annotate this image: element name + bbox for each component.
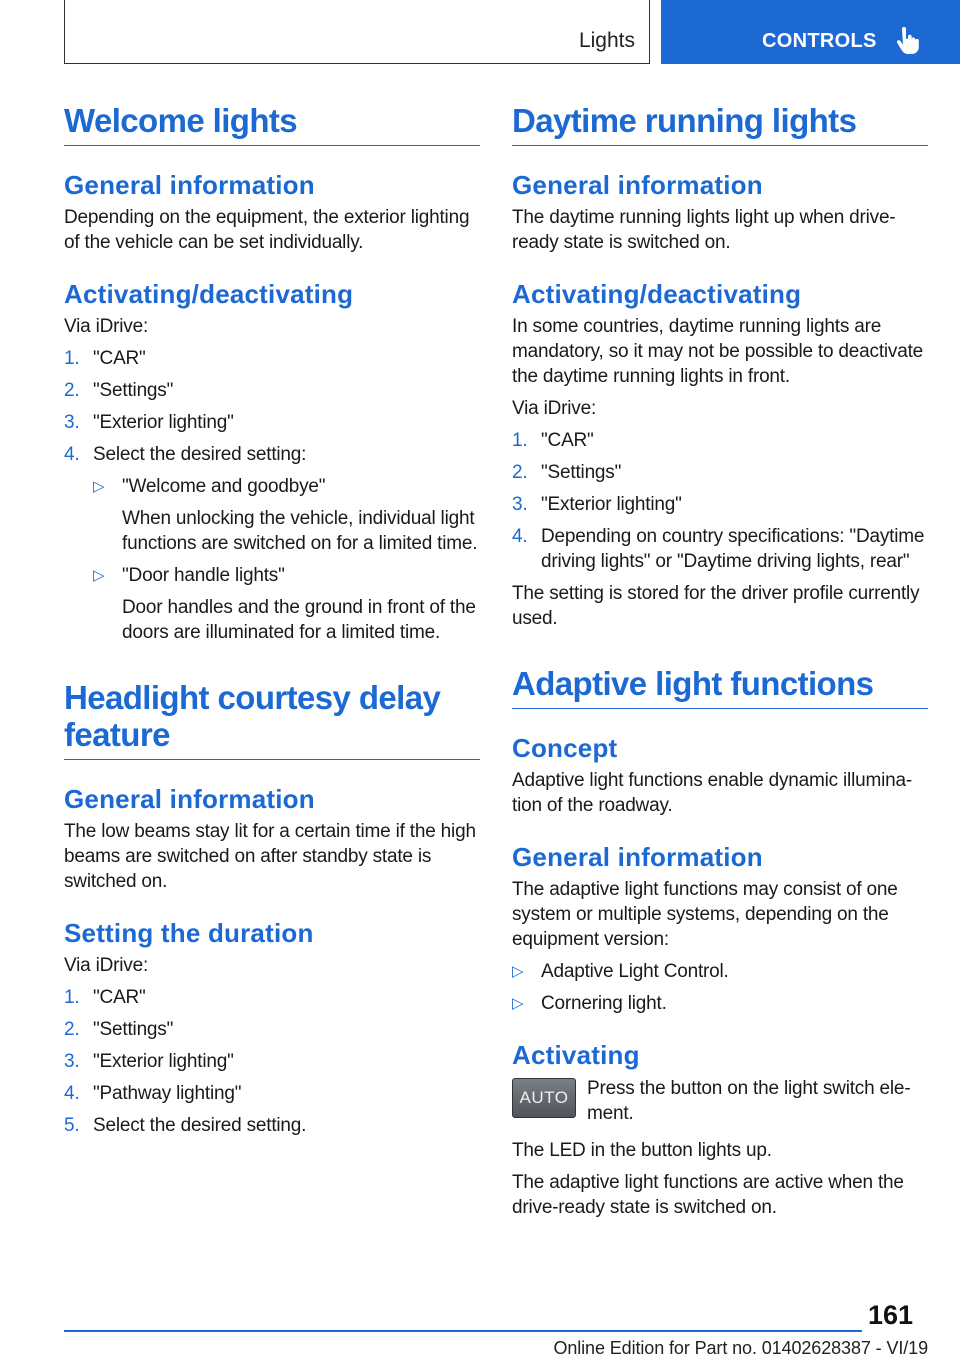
list-item: 4. "Pathway lighting" (64, 1083, 242, 1104)
list-item: 1. "CAR" (64, 348, 146, 369)
adaptive-systems-list (512, 959, 928, 1016)
courtesy-delay-title: Headlight courtesy delay feature (64, 679, 480, 760)
auto-button-row (512, 1070, 928, 1126)
duration-via-idrive: Via iDrive: (64, 955, 149, 976)
duration-heading: Setting the duration (64, 918, 314, 948)
header-chapter-title: CONTROLS (762, 30, 877, 52)
daytime-activating-heading: Activating/deactivating (512, 279, 802, 309)
daytime-steps-list (512, 428, 928, 574)
footer-divider (64, 1330, 862, 1332)
adaptive-general-heading: General information (512, 842, 763, 872)
list-item: 2. "Settings" (64, 380, 174, 401)
courtesy-general-text: The low beams stay lit for a certain time if the high beams are switched on after standby state is switched on. (64, 821, 476, 892)
list-item: 2. "Settings" (512, 462, 622, 483)
auto-press-text: Press the button on the light switch element. (587, 1078, 911, 1124)
right-column (512, 102, 928, 1220)
welcome-general-heading: General information (64, 170, 315, 200)
header-section-box (64, 0, 650, 64)
list-item: 2. "Settings" (64, 1019, 174, 1040)
duration-steps-list (64, 985, 480, 1138)
triangle-bullet-icon: ▷ (93, 478, 105, 495)
daytime-running-title: Daytime running lights (512, 102, 928, 146)
adaptive-general-text: The adaptive light functions may consist of one system or multiple systems, depending on the equipment version: (512, 879, 898, 950)
triangle-bullet-icon: ▷ (93, 567, 105, 584)
header-section-title: Lights (578, 29, 635, 52)
footer-edition: Online Edition for Part no. 01402628387 - VI/19 (553, 1338, 928, 1358)
welcome-general-text: Depending on the equipment, the exterior lighting of the vehicle can be set individually. (64, 207, 470, 253)
daytime-activating-text: In some countries, daytime running lights are mandatory, so it may not be possible to deactivate the daytime running lights in front. (512, 316, 924, 387)
daytime-general-heading: General information (512, 170, 763, 200)
list-item: 4. Depending on country specifications: "Daytime driving lights" or "Daytime driving lights, rear" (512, 526, 925, 572)
adaptive-activating-heading: Activating (512, 1040, 640, 1070)
led-text: The LED in the button lights up. (512, 1140, 772, 1161)
auto-button-image: AUTO (512, 1078, 576, 1118)
list-item: ▷ "Welcome and goodbye" When unlocking the vehicle, individual light functions are switched on for a limited time. (93, 476, 478, 554)
list-item: 1. "CAR" (512, 430, 594, 451)
list-item: 3. "Exterior lighting" (64, 1051, 234, 1072)
pointing-hand-icon (894, 27, 920, 55)
courtesy-general-heading: General information (64, 784, 315, 814)
concept-heading: Concept (512, 733, 618, 763)
list-item: 4. Select the desired setting: ▷ "Welcome and goodbye" When unlocking the vehicle, individual light functions are switched on for a limited time. ▷ "Door handle lights" Door handles and the ground in front of the doors are illuminated for a limited time. (64, 442, 480, 645)
list-item: 5. Select the desired setting. (64, 1115, 307, 1136)
list-item: 1. "CAR" (64, 987, 146, 1008)
welcome-via-idrive: Via iDrive: (64, 316, 149, 337)
daytime-profile-note: The setting is stored for the driver profile currently used. (512, 583, 920, 629)
list-item: ▷ Adaptive Light Control. (512, 961, 729, 982)
list-item: ▷ Cornering light. (512, 993, 667, 1014)
triangle-bullet-icon: ▷ (512, 995, 524, 1012)
list-item: ▷ "Door handle lights" Door handles and the ground in front of the doors are illuminated for a limited time. (93, 565, 476, 643)
daytime-via-idrive: Via iDrive: (512, 398, 597, 419)
left-column (64, 102, 480, 1138)
concept-text: Adaptive light functions enable dynamic illumination of the roadway. (512, 770, 913, 816)
active-text: The adaptive light functions are active when the drive-ready state is switched on. (512, 1172, 904, 1218)
triangle-bullet-icon: ▷ (512, 963, 524, 980)
list-item: 3. "Exterior lighting" (512, 494, 682, 515)
page-number: 161 (868, 1300, 914, 1330)
welcome-steps-list (64, 346, 480, 645)
daytime-general-text: The daytime running lights light up when drive-ready state is switched on. (512, 207, 896, 253)
welcome-lights-title: Welcome lights (64, 102, 480, 146)
list-item: 3. "Exterior lighting" (64, 412, 234, 433)
welcome-activating-heading: Activating/deactivating (64, 279, 354, 309)
adaptive-light-title: Adaptive light functions (512, 665, 928, 709)
welcome-options-list (93, 474, 480, 645)
